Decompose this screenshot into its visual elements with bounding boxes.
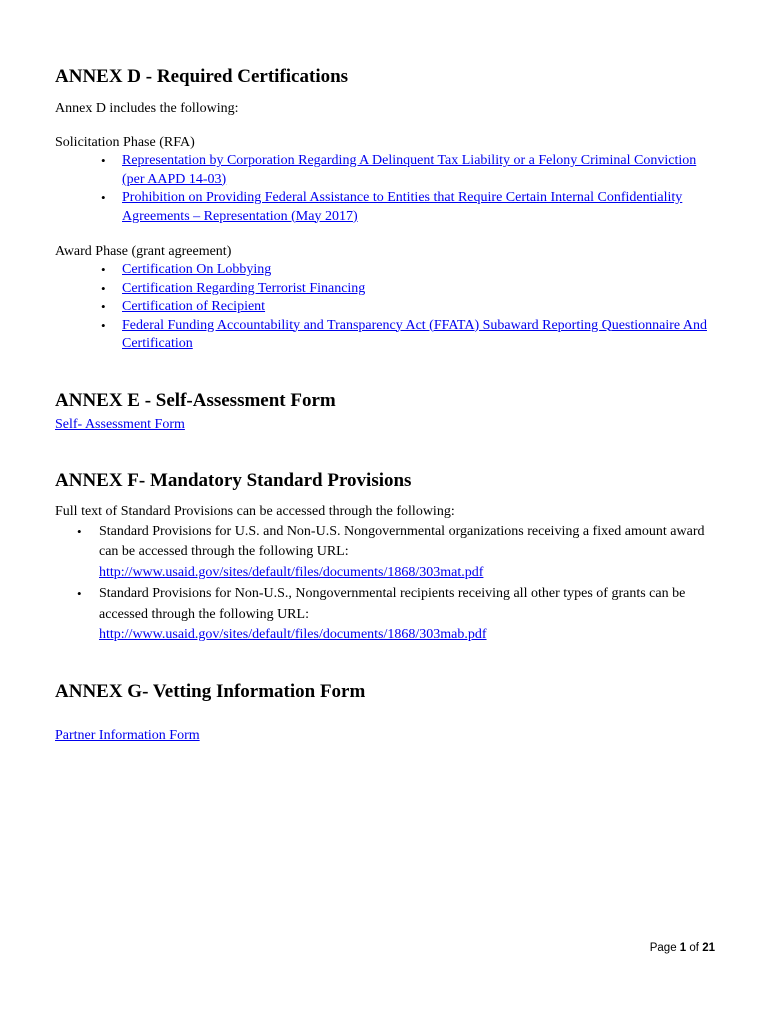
certification-recipient-link[interactable]: Certification of Recipient <box>122 299 266 314</box>
award-list <box>55 261 720 354</box>
award-phase-label: Award Phase (grant agreement) <box>55 244 232 259</box>
partner-information-link[interactable]: Partner Information Form <box>55 727 200 743</box>
terrorist-financing-link[interactable]: Certification Regarding Terrorist Financing <box>122 280 366 296</box>
list-item <box>55 189 720 226</box>
provision-text: Standard Provisions for Non-U.S., Nongovernmental recipients receiving all other types of grants can be accessed through the following URL: <box>99 586 686 622</box>
provisions-list <box>55 522 720 646</box>
page-label: Page <box>649 942 677 954</box>
annex-f-intro: Full text of Standard Provisions can be accessed through the following: <box>55 503 455 519</box>
provision-text: Standard Provisions for U.S. and Non-U.S. Nongovernmental organizations receiving a fixed amount award can be accessed through the following URL: <box>99 523 705 559</box>
annex-d-heading: ANNEX D - Required Certifications <box>55 66 349 87</box>
annex-g-heading: ANNEX G- Vetting Information Form <box>55 680 366 702</box>
list-item <box>55 298 720 317</box>
certification-lobbying-link[interactable]: Certification On Lobbying <box>122 262 272 277</box>
of-label: of <box>689 942 699 954</box>
list-item <box>55 280 720 299</box>
total-pages: 21 <box>702 942 715 954</box>
list-item <box>55 584 720 646</box>
list-item <box>55 522 720 584</box>
303mat-url-link[interactable]: http://www.usaid.gov/sites/default/files/documents/1868/303mat.pdf <box>99 564 484 580</box>
ffata-link[interactable]: Federal Funding Accountability and Transparency Act (FFATA) Subaward Reporting Questionnaire And Certification <box>122 317 707 351</box>
self-assessment-link[interactable]: Self- Assessment Form <box>55 416 185 432</box>
list-item <box>55 317 720 354</box>
solicitation-phase-label: Solicitation Phase (RFA) <box>55 135 195 150</box>
list-item <box>55 152 720 189</box>
page-footer <box>650 942 715 954</box>
document-content <box>55 62 720 745</box>
annex-d-intro: Annex D includes the following: <box>55 101 239 116</box>
annex-f-heading: ANNEX F- Mandatory Standard Provisions <box>55 469 412 491</box>
annex-e-heading: ANNEX E - Self-Assessment Form <box>55 389 336 411</box>
solicitation-list <box>55 152 720 226</box>
confidentiality-agreements-link[interactable]: Prohibition on Providing Federal Assistance to Entities that Require Certain Internal Confidentiality Agreements – Representation (May 2017) <box>122 190 683 224</box>
list-item <box>55 261 720 280</box>
page-number: 1 <box>679 942 687 954</box>
aapd-14-03-link[interactable]: Representation by Corporation Regarding A Delinquent Tax Liability or a Felony Criminal Conviction (per AAPD 14-03) <box>122 153 697 187</box>
303mab-url-link[interactable]: http://www.usaid.gov/sites/default/files/documents/1868/303mab.pdf <box>99 627 487 642</box>
